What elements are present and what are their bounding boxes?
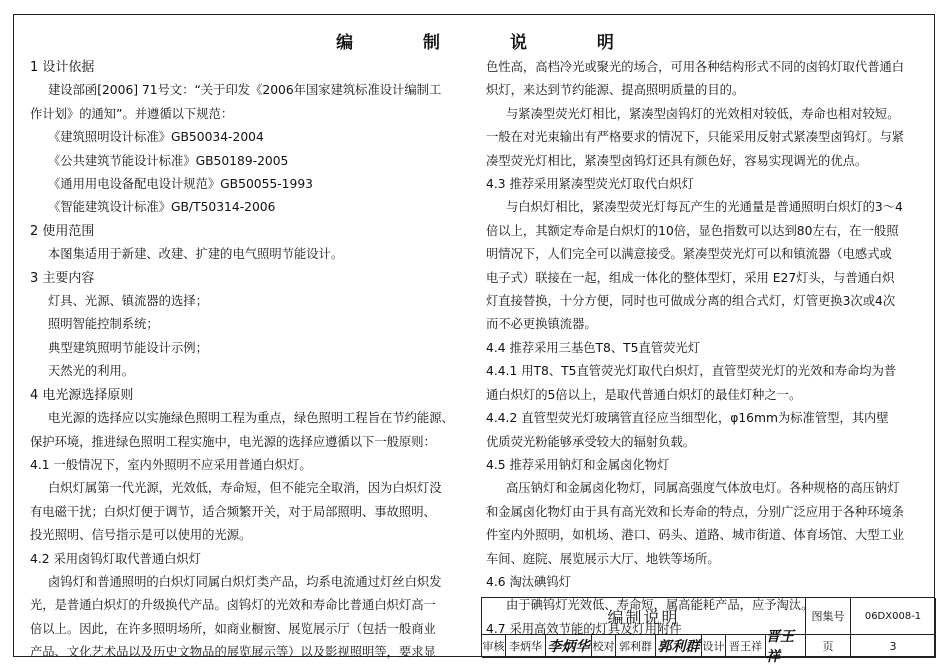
text-line: 与白炽灯相比，紧凑型荧光灯每瓦产生的光通量是普通照明白炽灯的3～4 — [506, 200, 903, 215]
checker-name: 郭利群 — [616, 635, 656, 658]
text-line: 白炽灯属第一代光源，光效低，寿命短，但不能完全取消，因为白炽灯没 — [48, 481, 442, 496]
text-line: 色性高，高档冷光或聚光的场合，可用各种结构形式不同的卤钨灯取代普通白 — [486, 60, 905, 74]
text-line: 作计划》的通知”。并遵循以下规范： — [30, 106, 234, 121]
text-line: 天然光的利用。 — [48, 364, 135, 379]
text-line: 灯直接替换，十分方便，同时也可做成分离的组合式灯，灯管更换3次或4次 — [486, 294, 896, 309]
text-line: 电光源的选择应以实施绿色照明工程为重点，绿色照明工程旨在节约能源、 — [48, 411, 454, 426]
text-line: 4.3 推荐采用紧凑型荧光灯取代白炽灯 — [486, 177, 694, 192]
text-line: 《通用用电设备配电设计规范》GB50055-1993 — [48, 177, 313, 192]
text-line: 1 设计依据 — [30, 60, 95, 75]
title-block-name: 编制说明 — [482, 598, 806, 635]
text-line: 有电磁干扰；白炽灯便于调节，适合频繁开关，对于局部照明、事故照明、 — [30, 504, 436, 519]
text-line: 倍以上。因此，在许多照明场所，如商业橱窗、展览展示厅（包括一般商业 — [30, 621, 436, 636]
text-line: 件室内外照明，如机场、港口、码头、道路、城市街道、体育场馆、大型工业 — [486, 528, 905, 543]
text-line: 倍以上，其额定寿命是白炽灯的10倍，显色指数可以达到80左右，在一般照 — [486, 223, 899, 238]
text-line: 《公共建筑节能设计标准》GB50189-2005 — [48, 153, 289, 168]
text-line: 而不必更换镇流器。 — [486, 317, 597, 332]
designer-name: 晋王祥 — [726, 635, 766, 658]
text-line: 《建筑照明设计标准》GB50034-2004 — [48, 130, 264, 145]
design-label: 设计 — [702, 635, 726, 658]
text-line: 建设部函[2006] 71号文：“关于印发《2006年国家建筑标准设计编制工 — [48, 83, 442, 98]
text-line: 4.4 推荐采用三基色T8、T5直管荧光灯 — [486, 340, 700, 355]
text-line: 卤钨灯和普通照明的白炽灯同属白炽灯类产品，均系电流通过灯丝白炽发 — [48, 574, 442, 589]
text-line: 3 主要内容 — [30, 270, 95, 286]
text-line: 与紧凑型荧光灯相比，紧凑型卤钨灯的光效相对较低，寿命也相对较短。 — [506, 106, 900, 121]
text-line: 一般在对光束输出有严格要求的情况下，只能采用反射式紧凑型卤钨灯。与紧 — [486, 130, 905, 145]
text-line: 保护环境，推进绿色照明工程实施中，电光源的选择应遵循以下一般原则： — [30, 434, 436, 449]
text-line: 4.1 一般情况下，室内外照明不应采用普通白炽灯。 — [30, 457, 312, 472]
reviewer-name: 李炳华 — [506, 635, 546, 658]
checker-signature: 郭利群 — [656, 635, 702, 658]
text-line: 4.4.1 用T8、T5直管荧光灯取代白炽灯，直管型荧光灯的光效和寿命均为普 — [486, 364, 897, 379]
text-line: 明情况下，人们完全可以满意接受。紧凑型荧光灯可以和镇流器（电感式或 — [486, 247, 892, 262]
right-column — [486, 56, 926, 641]
text-line: 车间、庭院、展览展示大厅、地铁等场所。 — [486, 551, 720, 566]
page-title: 编 制 说 明 — [336, 33, 646, 53]
text-line: 《智能建筑设计标准》GB/T50314-2006 — [48, 200, 276, 215]
text-line: 本图集适用于新建、改建、扩建的电气照明节能设计。 — [48, 247, 344, 262]
review-label: 审核 — [482, 635, 506, 658]
text-line: 4.4.2 直管型荧光灯玻璃管直径应当细型化，φ16mm为标准管型，其内壁 — [486, 411, 889, 426]
text-line: 4.2 采用卤钨灯取代普通白炽灯 — [30, 551, 202, 566]
text-line: 光，是普通白炽灯的升级换代产品。卤钨灯的光效和寿命比普通白炽灯高一 — [30, 598, 436, 613]
text-line: 由于碘钨灯光效低、寿命短，属高能耗产品，应予淘汰。 — [506, 598, 814, 613]
text-line: 高压钠灯和金属卤化物灯，同属高强度气体放电灯。各种规格的高压钠灯 — [506, 481, 900, 496]
text-line: 产品、文化艺术品以及历史文物品的展览展示等）以及影视照明等，要求显 — [30, 645, 436, 660]
text-line: 电子式）联接在一起，组成一体化的整体型灯，采用 E27灯头，与普通白炽 — [486, 270, 895, 285]
text-line: 通白炽灯的5倍以上，是取代普通白炽灯的最佳灯种之一。 — [486, 387, 802, 402]
text-line: 4 电光源选择原则 — [30, 387, 134, 403]
text-line: 凑型荧光灯相比，紧凑型卤钨灯还具有颜色好，容易实现调光的优点。 — [486, 153, 868, 168]
atlas-number: 06DX008-1 — [851, 598, 936, 635]
text-line: 4.6 淘汰碘钨灯 — [486, 574, 571, 589]
designer-signature: 晋王祥 — [766, 635, 806, 658]
text-line: 灯具、光源、镇流器的选择； — [48, 294, 208, 309]
reviewer-signature: 李炳华 — [546, 635, 592, 658]
text-line: 和金属卤化物灯由于具有高光效和长寿命的特点，分别广泛应用于各种环境条 — [486, 504, 905, 519]
text-line: 投光照明、信号指示是可以使用的光源。 — [30, 528, 252, 543]
atlas-label: 图集号 — [806, 598, 851, 635]
text-line: 照明智能控制系统； — [48, 317, 159, 332]
check-label: 校对 — [592, 635, 616, 658]
text-line: 2 使用范围 — [30, 223, 95, 239]
page-label: 页 — [806, 635, 851, 658]
text-line: 典型建筑照明节能设计示例； — [48, 340, 208, 355]
text-line: 炽灯，来达到节约能源、提高照明质量的目的。 — [486, 83, 745, 98]
text-line: 4.5 推荐采用钠灯和金属卤化物灯 — [486, 457, 670, 472]
page-number: 3 — [851, 635, 936, 658]
title-block — [481, 597, 935, 665]
text-line: 4.7 采用高效节能的灯具及灯用附件 — [486, 621, 682, 636]
left-column — [30, 56, 480, 665]
text-line: 优质荧光粉能够承受较大的辐射负载。 — [486, 434, 696, 449]
